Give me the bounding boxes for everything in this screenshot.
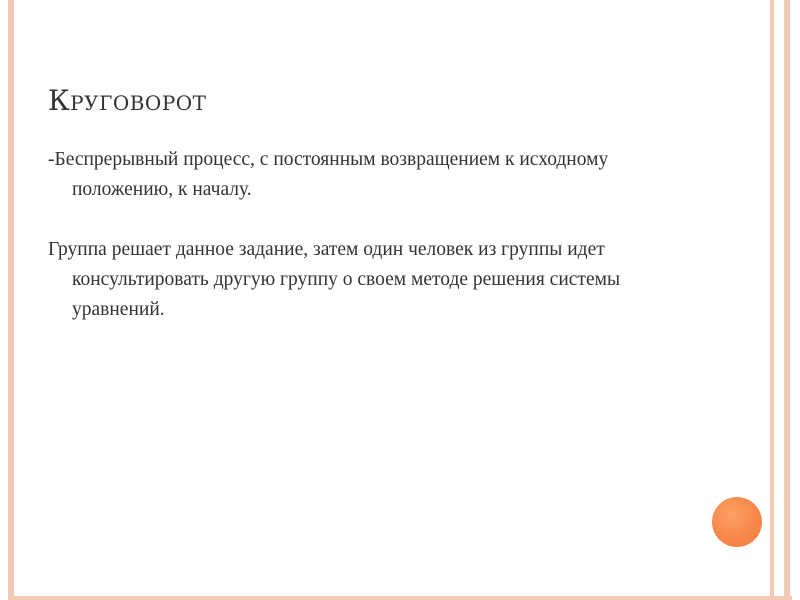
slide-body xyxy=(48,145,708,355)
frame-right-inner-border xyxy=(770,0,774,600)
decorative-circle xyxy=(712,497,762,547)
paragraph-definition: -Беспрерывный процесс, с постоянным возвращением к исходному положению, к началу. xyxy=(48,149,609,200)
slide-title: Круговорот xyxy=(48,84,207,117)
frame-right-outer-border xyxy=(784,0,790,600)
frame-left-border xyxy=(8,0,14,600)
frame-bottom-border xyxy=(8,596,792,600)
paragraph-description: Группа решает данное задание, затем один человек из группы идет консультировать другую группу о своем методе решения системы уравнений. xyxy=(48,239,621,320)
